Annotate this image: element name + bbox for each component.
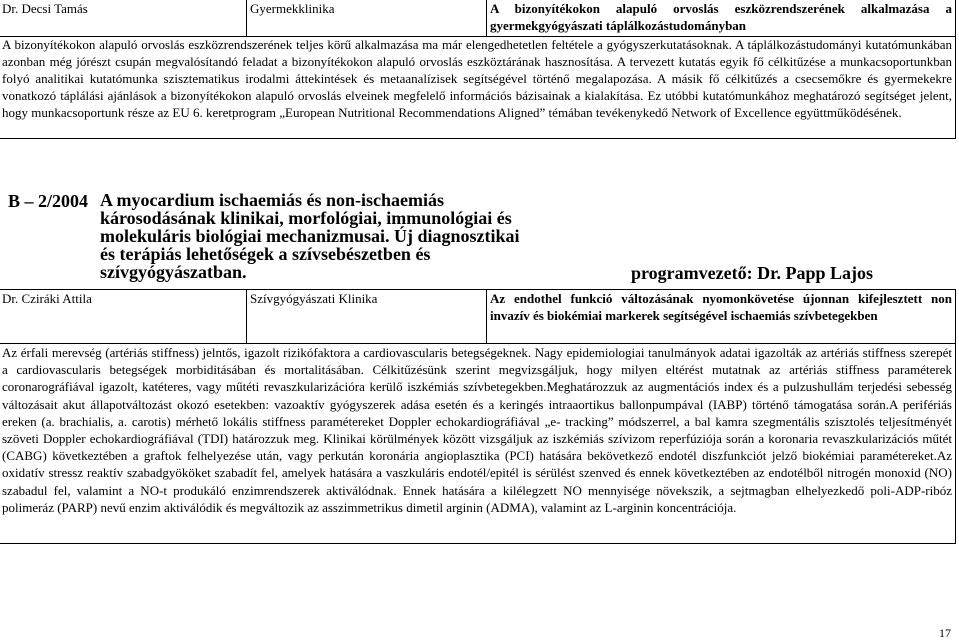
section-title: A myocardium ischaemiás és non-ischaemiás károsodásának klinikai, morfológiai, immunológiai és molekuláris biológiai mechanizmusai. Új diagnosztikai és terápiás lehetőségek a szívsebészetben és szívgyógyászatban. — [100, 190, 520, 282]
divider — [486, 0, 487, 36]
entry2-author: Dr. Cziráki Attila — [2, 291, 92, 306]
section-code: B – 2/2004 — [8, 191, 89, 211]
entry2-institution: Szívgyógyászati Klinika — [250, 291, 378, 306]
divider — [955, 0, 956, 138]
entry1-institution: Gyermekklinika — [250, 1, 335, 16]
page-number: 17 — [939, 626, 951, 640]
entry1-topic: A bizonyítékokon alapuló orvoslás eszközrendszerének alkalmazása a gyermekgyógyászati táplálkozástudományban — [490, 1, 952, 33]
divider — [246, 0, 247, 36]
entry2-abstract: Az érfali merevség (artériás stiffness) jelntős, igazolt rizikófaktora a cardiovascularis betegségeknek. Nagy epidemiologiai tanulmányok adatai igazolták az artériás stiffness szerepét a cardiovascularis betegségek morbiditásában és mortalitásában. Célkitűzésünk szerint megvizsgáljuk, hogy milyen eltérést mutatnak az artériás stiffness paraméterek coronarográfiával igazolt, katéteres, vagy műtéti revaszkularizációra kerülő iszkémiás szívbetegekben.Meghatározzuk az augmentációs index és a pulzushullám terjedési sebesség változásait akut állapotváltozást okozó esetekben: vazoaktív gyógyszerek adása esetén és a keringés intraaortikus ballonpumpával (IABP) történő támogatása során.A perifériás ereken (a. brachialis, a. carotis) mérhető lokális stiffness paramétereket Doppler echokardiográfiával „e- tracking” módszerrel, a bal kamra szegmentális szisztolés teljesítményét szöveti Doppler echokardiográfiával (TDI) határozzuk meg. Klinikai körülmények között vizsgáljuk az iszkémiás szívizom reperfúziója során a koronaria revaszkularizációs műtét (CABG) következtében a graftok felhelyezése után, vagy perkután koronária angioplasztika (PCI) hatására bekövetkező endotél diszfunkciót jelző biokémiai paramétereket.Az oxidatív stressz reaktív szabadgyököket szabadít fel, amelyek hatására a vaszkuláris endotél/epitél is sérülést szenved és ennek következtében az endotélből nitrogén monoxid (NO) szabadul fel, valamint a NO-t produkáló enzimrendszerek aktiválódnak. Ennek hatására a kilélegzett NO mennyisége növekszik, a sejtmagban elhelyezkedő poli-ADP-ribóz polimeráz (PARP) nevű enzim aktiválódik és megváltozik az asszimmetrikus dimetil arginin (ADMA), valamint az L-arginin koncentrációja. — [2, 345, 952, 515]
divider — [0, 138, 956, 139]
entry2-topic: Az endothel funkció változásának nyomonkövetése újonnan kifejlesztett non invazív és biokémiai markerek segítségével ischaemiás szívbetegekben — [490, 291, 952, 323]
entry1-author: Dr. Decsi Tamás — [2, 1, 88, 16]
entry2-header-row — [0, 290, 959, 342]
program-leader: programvezető: Dr. Papp Lajos — [631, 263, 873, 283]
divider — [955, 289, 956, 543]
divider — [0, 543, 956, 544]
divider — [246, 289, 247, 343]
entry1-header-row — [0, 0, 959, 36]
entry1-abstract: A bizonyítékokon alapuló orvoslás eszközrendszerének teljes körű alkalmazása ma már elengedhetetlen feltétele a gyógyszerkutatásoknak. A táplálkozástudományi kutatómunkában azonban még jórészt csupán megvalósítandó feladat a bizonyítékokon alapuló orvoslás eszköztárának hasznosítása. A tervezett kutatás egyik fő célkitűzése a munkacsoportunkban folyó analitikai kutatómunka szisztematikus irodalmi áttekintések és metaanalízisek segítségével történő megalapozása. A másik fő célkitűzés a csecsemőkre és gyermekekre vonatkozó táplálási ajánlások a bizonyítékokon alapuló orvoslás elveinek megfelelő információs bázisainak a kialakítása. Ez utóbbi kutatómunkához meghatározó segítséget jelent, hogy munkacsoportunk része az EU 6. keretprogram „European Nutritional Recommendations Aligned” témában tevékenykedő Network of Excellence együttműködésének. — [2, 37, 952, 120]
divider — [0, 289, 956, 290]
divider — [486, 289, 487, 343]
